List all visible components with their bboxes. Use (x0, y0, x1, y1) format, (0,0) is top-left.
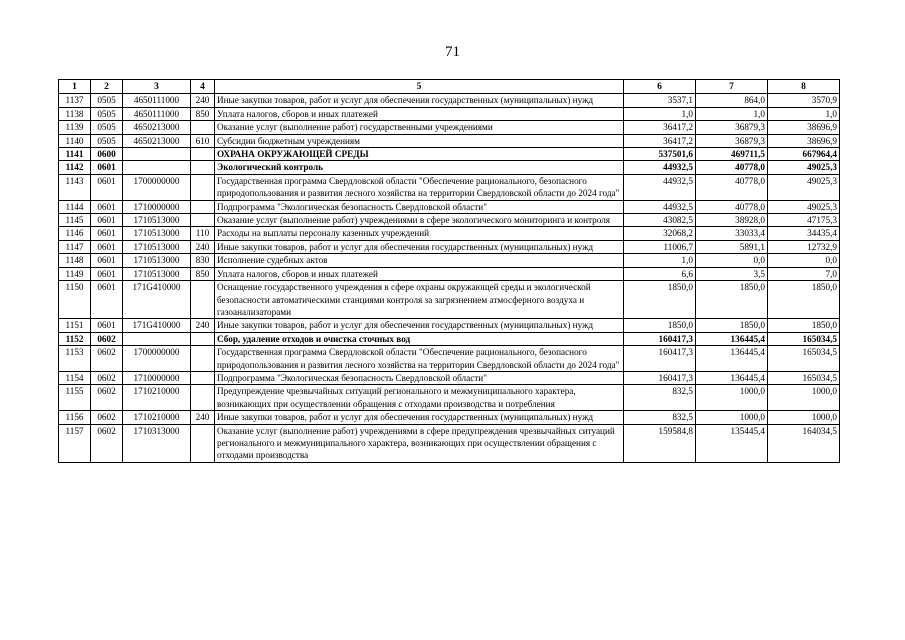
amount-col8-cell: 49025,3 (768, 161, 840, 174)
description-cell: Сбор, удаление отходов и очистка сточных вод (215, 332, 624, 345)
amount-col7-cell: 40778,0 (696, 200, 768, 213)
row-number-cell: 1155 (59, 385, 91, 411)
expense-type-cell: 240 (191, 319, 215, 332)
section-code-cell: 0601 (91, 174, 123, 200)
table-row (59, 371, 840, 384)
amount-col7-cell: 136445,4 (696, 332, 768, 345)
amount-col6-cell: 160417,3 (624, 332, 696, 345)
amount-col8-cell: 1000,0 (768, 411, 840, 424)
section-code-cell: 0505 (91, 134, 123, 147)
description-cell: Расходы на выплаты персоналу казенных учреждений (215, 227, 624, 240)
row-number-cell: 1143 (59, 174, 91, 200)
table-row (59, 424, 840, 462)
target-article-cell: 4650111000 (123, 94, 191, 107)
row-number-cell: 1146 (59, 227, 91, 240)
table-row (59, 227, 840, 240)
expense-type-cell (191, 200, 215, 213)
table-row (59, 148, 840, 161)
description-cell: ОХРАНА ОКРУЖАЮЩЕЙ СРЕДЫ (215, 148, 624, 161)
amount-col8-cell: 164034,5 (768, 424, 840, 462)
expense-type-cell (191, 161, 215, 174)
table-row (59, 385, 840, 411)
description-cell: Уплата налогов, сборов и иных платежей (215, 107, 624, 120)
row-number-cell: 1154 (59, 371, 91, 384)
amount-col6-cell: 1,0 (624, 254, 696, 267)
amount-col6-cell: 32068,2 (624, 227, 696, 240)
expense-type-cell (191, 332, 215, 345)
row-number-cell: 1137 (59, 94, 91, 107)
target-article-cell: 1710513000 (123, 240, 191, 253)
section-code-cell: 0505 (91, 107, 123, 120)
amount-col6-cell: 537501,6 (624, 148, 696, 161)
description-cell: Иные закупки товаров, работ и услуг для обеспечения государственных (муниципальных) нужд (215, 94, 624, 107)
amount-col6-cell: 832,5 (624, 385, 696, 411)
expense-type-cell: 110 (191, 227, 215, 240)
amount-col8-cell: 49025,3 (768, 200, 840, 213)
row-number-cell: 1145 (59, 214, 91, 227)
target-article-cell: 1710513000 (123, 227, 191, 240)
amount-col6-cell: 44932,5 (624, 174, 696, 200)
table-row (59, 174, 840, 200)
amount-col6-cell: 44932,5 (624, 161, 696, 174)
target-article-cell: 1710210000 (123, 411, 191, 424)
target-article-cell: 1700000000 (123, 346, 191, 372)
table-row (59, 161, 840, 174)
section-code-cell: 0601 (91, 214, 123, 227)
amount-col6-cell: 1850,0 (624, 281, 696, 319)
amount-col7-cell: 135445,4 (696, 424, 768, 462)
section-code-cell: 0601 (91, 161, 123, 174)
expense-type-cell: 240 (191, 240, 215, 253)
section-code-cell: 0601 (91, 267, 123, 280)
row-number-cell: 1157 (59, 424, 91, 462)
expense-type-cell (191, 121, 215, 134)
description-cell: Оказание услуг (выполнение работ) государственными учреждениями (215, 121, 624, 134)
amount-col7-cell: 1000,0 (696, 385, 768, 411)
amount-col8-cell: 165034,5 (768, 346, 840, 372)
section-code-cell: 0602 (91, 385, 123, 411)
row-number-cell: 1144 (59, 200, 91, 213)
section-code-cell: 0601 (91, 200, 123, 213)
amount-col6-cell: 36417,2 (624, 134, 696, 147)
row-number-cell: 1151 (59, 319, 91, 332)
row-number-cell: 1153 (59, 346, 91, 372)
description-cell: Иные закупки товаров, работ и услуг для обеспечения государственных (муниципальных) нужд (215, 240, 624, 253)
section-code-cell: 0600 (91, 148, 123, 161)
amount-col8-cell: 1850,0 (768, 281, 840, 319)
table-row (59, 107, 840, 120)
header-cell-4: 4 (191, 80, 215, 94)
expense-type-cell (191, 371, 215, 384)
target-article-cell: 1710000000 (123, 200, 191, 213)
row-number-cell: 1156 (59, 411, 91, 424)
table-row (59, 121, 840, 134)
section-code-cell: 0601 (91, 254, 123, 267)
row-number-cell: 1150 (59, 281, 91, 319)
amount-col8-cell: 47175,3 (768, 214, 840, 227)
section-code-cell: 0601 (91, 281, 123, 319)
description-cell: Оказание услуг (выполнение работ) учреждениями в сфере экологического мониторинга и контроля (215, 214, 624, 227)
table-body (59, 94, 840, 462)
amount-col6-cell: 160417,3 (624, 346, 696, 372)
amount-col6-cell: 160417,3 (624, 371, 696, 384)
table-row (59, 319, 840, 332)
amount-col6-cell: 11006,7 (624, 240, 696, 253)
amount-col8-cell: 38696,9 (768, 134, 840, 147)
amount-col7-cell: 136445,4 (696, 371, 768, 384)
header-cell-5: 5 (215, 80, 624, 94)
target-article-cell: 4650111000 (123, 107, 191, 120)
amount-col6-cell: 1,0 (624, 107, 696, 120)
section-code-cell: 0601 (91, 227, 123, 240)
amount-col6-cell: 159584,8 (624, 424, 696, 462)
section-code-cell: 0602 (91, 332, 123, 345)
header-row (59, 80, 840, 94)
table-row (59, 281, 840, 319)
table-row (59, 254, 840, 267)
amount-col7-cell: 1,0 (696, 107, 768, 120)
expense-type-cell (191, 281, 215, 319)
section-code-cell: 0505 (91, 121, 123, 134)
row-number-cell: 1141 (59, 148, 91, 161)
amount-col7-cell: 1850,0 (696, 319, 768, 332)
amount-col8-cell: 667964,4 (768, 148, 840, 161)
target-article-cell (123, 332, 191, 345)
description-cell: Иные закупки товаров, работ и услуг для обеспечения государственных (муниципальных) нужд (215, 411, 624, 424)
section-code-cell: 0601 (91, 319, 123, 332)
header-cell-3: 3 (123, 80, 191, 94)
section-code-cell: 0601 (91, 240, 123, 253)
table-row (59, 94, 840, 107)
row-number-cell: 1140 (59, 134, 91, 147)
row-number-cell: 1147 (59, 240, 91, 253)
section-code-cell: 0602 (91, 371, 123, 384)
amount-col8-cell: 49025,3 (768, 174, 840, 200)
target-article-cell: 1700000000 (123, 174, 191, 200)
amount-col8-cell: 1850,0 (768, 319, 840, 332)
description-cell: Оснащение государственного учреждения в сфере охраны окружающей среды и экологической безопасности автоматическими станциями контроля за загрязнением атмосферного воздуха и газоанализаторами (215, 281, 624, 319)
amount-col6-cell: 3537,1 (624, 94, 696, 107)
target-article-cell: 171G410000 (123, 319, 191, 332)
row-number-cell: 1148 (59, 254, 91, 267)
amount-col8-cell: 1000,0 (768, 385, 840, 411)
budget-table (58, 79, 840, 463)
table-row (59, 411, 840, 424)
expense-type-cell (191, 346, 215, 372)
amount-col6-cell: 1850,0 (624, 319, 696, 332)
row-number-cell: 1138 (59, 107, 91, 120)
expense-type-cell (191, 148, 215, 161)
target-article-cell: 1710513000 (123, 214, 191, 227)
amount-col6-cell: 832,5 (624, 411, 696, 424)
expense-type-cell: 240 (191, 94, 215, 107)
amount-col7-cell: 0,0 (696, 254, 768, 267)
header-cell-8: 8 (768, 80, 840, 94)
target-article-cell: 1710513000 (123, 267, 191, 280)
amount-col7-cell: 33033,4 (696, 227, 768, 240)
amount-col8-cell: 3570,9 (768, 94, 840, 107)
amount-col8-cell: 7,0 (768, 267, 840, 280)
amount-col7-cell: 5891,1 (696, 240, 768, 253)
target-article-cell: 4650213000 (123, 121, 191, 134)
description-cell: Оказание услуг (выполнение работ) учреждениями в сфере предупреждения чрезвычайных ситуаций регионального и межмуниципального характера, возникающих при осуществлении обращения с отходами производства (215, 424, 624, 462)
table-row (59, 332, 840, 345)
row-number-cell: 1142 (59, 161, 91, 174)
amount-col7-cell: 136445,4 (696, 346, 768, 372)
section-code-cell: 0602 (91, 346, 123, 372)
description-cell: Уплата налогов, сборов и иных платежей (215, 267, 624, 280)
expense-type-cell: 850 (191, 107, 215, 120)
row-number-cell: 1152 (59, 332, 91, 345)
description-cell: Подпрограмма "Экологическая безопасность Свердловской области" (215, 200, 624, 213)
amount-col8-cell: 1,0 (768, 107, 840, 120)
target-article-cell (123, 148, 191, 161)
target-article-cell (123, 161, 191, 174)
expense-type-cell: 830 (191, 254, 215, 267)
header-cell-1: 1 (59, 80, 91, 94)
target-article-cell: 1710513000 (123, 254, 191, 267)
target-article-cell: 1710000000 (123, 371, 191, 384)
description-cell: Экологический контроль (215, 161, 624, 174)
section-code-cell: 0505 (91, 94, 123, 107)
description-cell: Государственная программа Свердловской области "Обеспечение рационального, безопасного природопользования и развития лесного хозяйства на территории Свердловской области до 2024 года" (215, 174, 624, 200)
amount-col7-cell: 1000,0 (696, 411, 768, 424)
description-cell: Субсидии бюджетным учреждениям (215, 134, 624, 147)
amount-col7-cell: 469711,5 (696, 148, 768, 161)
amount-col7-cell: 40778,0 (696, 174, 768, 200)
expense-type-cell (191, 174, 215, 200)
amount-col6-cell: 6,6 (624, 267, 696, 280)
table-row (59, 240, 840, 253)
amount-col7-cell: 3,5 (696, 267, 768, 280)
target-article-cell: 171G410000 (123, 281, 191, 319)
expense-type-cell (191, 214, 215, 227)
row-number-cell: 1149 (59, 267, 91, 280)
amount-col8-cell: 165034,5 (768, 371, 840, 384)
header-cell-7: 7 (696, 80, 768, 94)
expense-type-cell (191, 385, 215, 411)
target-article-cell: 1710210000 (123, 385, 191, 411)
target-article-cell: 4650213000 (123, 134, 191, 147)
table-row (59, 134, 840, 147)
section-code-cell: 0602 (91, 424, 123, 462)
table-row (59, 200, 840, 213)
amount-col7-cell: 36879,3 (696, 134, 768, 147)
page-number: 71 (445, 44, 460, 60)
description-cell: Государственная программа Свердловской области "Обеспечение рационального, безопасного природопользования и развития лесного хозяйства на территории Свердловской области до 2024 года" (215, 346, 624, 372)
amount-col6-cell: 43082,5 (624, 214, 696, 227)
amount-col8-cell: 165034,5 (768, 332, 840, 345)
amount-col7-cell: 36879,3 (696, 121, 768, 134)
table-row (59, 346, 840, 372)
amount-col8-cell: 34435,4 (768, 227, 840, 240)
section-code-cell: 0602 (91, 411, 123, 424)
header-cell-6: 6 (624, 80, 696, 94)
description-cell: Подпрограмма "Экологическая безопасность Свердловской области" (215, 371, 624, 384)
description-cell: Предупреждение чрезвычайных ситуаций регионального и межмуниципального характера, возникающих при осуществлении обращения с отходами производства и потребления (215, 385, 624, 411)
description-cell: Иные закупки товаров, работ и услуг для обеспечения государственных (муниципальных) нужд (215, 319, 624, 332)
amount-col7-cell: 864,0 (696, 94, 768, 107)
expense-type-cell: 610 (191, 134, 215, 147)
amount-col7-cell: 38928,0 (696, 214, 768, 227)
amount-col6-cell: 44932,5 (624, 200, 696, 213)
table-row (59, 214, 840, 227)
table-row (59, 267, 840, 280)
row-number-cell: 1139 (59, 121, 91, 134)
expense-type-cell: 850 (191, 267, 215, 280)
amount-col8-cell: 12732,9 (768, 240, 840, 253)
amount-col8-cell: 0,0 (768, 254, 840, 267)
amount-col7-cell: 40778,0 (696, 161, 768, 174)
description-cell: Исполнение судебных актов (215, 254, 624, 267)
amount-col7-cell: 1850,0 (696, 281, 768, 319)
amount-col6-cell: 36417,2 (624, 121, 696, 134)
header-cell-2: 2 (91, 80, 123, 94)
target-article-cell: 1710313000 (123, 424, 191, 462)
expense-type-cell (191, 424, 215, 462)
expense-type-cell: 240 (191, 411, 215, 424)
amount-col8-cell: 38696,9 (768, 121, 840, 134)
